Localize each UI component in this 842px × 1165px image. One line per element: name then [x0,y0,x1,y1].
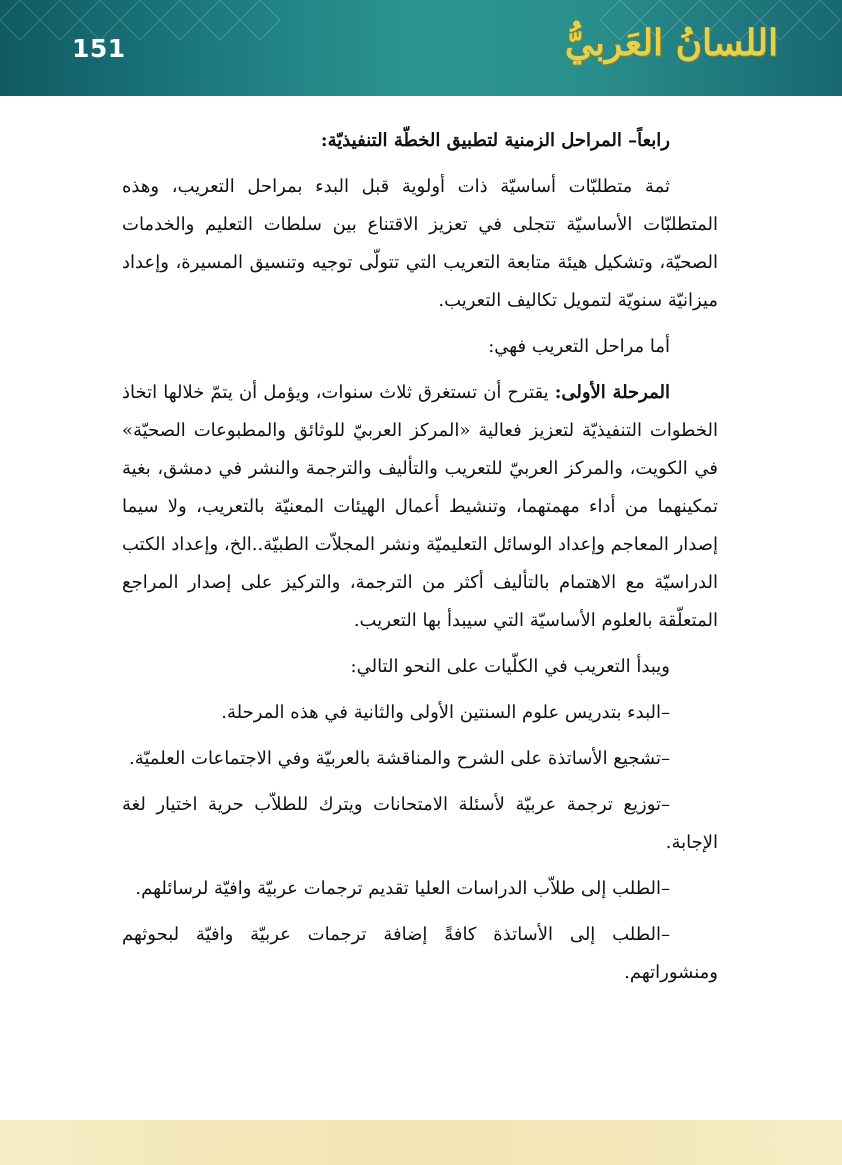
list-item: –تشجيع الأساتذة على الشرح والمناقشة بالعربيّة وفي الاجتماعات العلميّة. [128,748,670,769]
list-item: –توزيع ترجمة عربيّة لأسئلة الامتحانات ويترك للطلاّب حرية اختيار لغة الإجابة. [122,794,718,853]
section-heading: رابعاً– المراحل الزمنية لتطبيق الخطّة التنفيذيّة: [320,130,670,151]
first-stage-text: يقترح أن تستغرق ثلاث سنوات، ويؤمل أن يتمّ خلالها اتخاذ الخطوات التنفيذيّة لتعزيز فعالية «المركز العربيّ للوثائق والمطبوعات الصحيّة» في الكويت، والمركز العربيّ للتعريب والتأليف والترجمة والنشر في دمشق، بغية تمكينهما من أداء مهمتهما، وتنشيط أعمال الهيئات المعنيّة بالتعريب، ولا سيما إصدار المعاجم وإعداد الوسائل التعليميّة ونشر المجلاّت الطبيّة..الخ، وإعداد الكتب الدراسيّة مع الاهتمام بالتأليف أكثر من الترجمة، والتركيز على إصدار المراجع المتعلّقة بالعلوم الأساسيّة التي سيبدأ بها التعريب. [122,382,718,631]
list-item: –الطلب إلى الأساتذة كافةً إضافة ترجمات عربيّة وافيّة لبحوثهم ومنشوراتهم. [122,924,718,983]
paragraph-colleges-intro: ويبدأ التعريب في الكلّيات على النحو التالي: [350,656,670,677]
footer-band [0,1120,842,1165]
paragraph-first-stage [122,374,718,640]
list-item: –البدء بتدريس علوم السنتين الأولى والثانية في هذه المرحلة. [221,702,670,723]
paragraph-stages-intro: أما مراحل التعريب فهي: [488,336,670,357]
page-number: 151 [72,34,126,63]
paragraph-requirements: ثمة متطلبّات أساسيّة ذات أولوية قبل البدء بمراحل التعريب، وهذه المتطلبّات الأساسيّة تتجلى في تعزيز الاقتناع بين سلطات التعليم والخدمات الصحيّة، وتشكيل هيئة متابعة التعريب التي تتولّى توجيه وتنسيق المسيرة، وإعداد ميزانيّة سنويّة لتمويل تكاليف التعريب. [122,176,718,311]
first-stage-label: المرحلة الأولى: [554,382,671,403]
header-band [0,0,842,96]
article-body [122,122,718,1000]
list-item: –الطلب إلى طلاّب الدراسات العليا تقديم ترجمات عربيّة وافيّة لرسائلهم. [135,878,670,899]
journal-logo: اللسانُ العَربيُّ [564,22,778,64]
